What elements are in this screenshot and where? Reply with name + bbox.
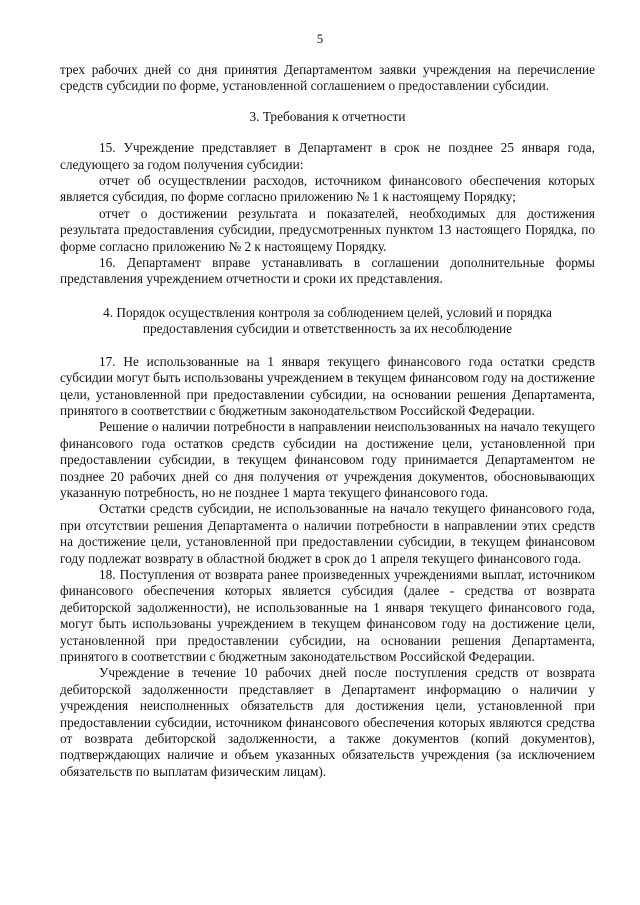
paragraph-18: 18. Поступления от возврата ранее произведенных учреждениями выплат, источником финансового обеспечения которых является субсидия (далее - средства от возврата дебиторской задолженности), не использованные на 1 января текущего финансового года, могут быть использованы учреждением в текущем финансовом году на достижение цели, установленной при предоставлении субсидии, на основании решения Департамента, принятого в соответствии с бюджетным законодательством Российской Федерации.: [60, 566, 595, 664]
page-number: 5: [316, 31, 324, 46]
paragraph-18-info: Учреждение в течение 10 рабочих дней после поступления средств от возврата дебиторской задолженности представляет в Департамент информацию о наличии у учреждения неисполненных обязательств для достижения цели, установленной при предоставлении субсидии, источником финансового обеспечения которых являются средства от возврата дебиторской задолженности, а также документов (копий документов), подтверждающих наличие и объем указанных обязательств учреждения (за исключением обязательств по выплатам физическим лицам).: [60, 665, 595, 779]
section-4-heading: 4. Порядок осуществления контроля за соблюдением целей, условий и порядка предоставления субсидии и ответственность за их несоблюдение: [103, 304, 552, 337]
paragraph-15: 15. Учреждение представляет в Департамент в срок не позднее 25 января года, следующего за годом получения субсидии:: [60, 140, 595, 172]
section-3-heading: 3. Требования к отчетности: [249, 108, 406, 124]
paragraph-17-decision: Решение о наличии потребности в направлении неиспользованных на начало текущего финансового года остатков средств субсидии на достижение цели, установленной при предоставлении субсидии, в текущем финансовом году принимается Департаментом не позднее 20 рабочих дней со дня получения от учреждения документов, обосновывающих указанную потребность, но не позднее 1 марта текущего финансового года.: [60, 419, 595, 500]
document-body: [60, 62, 595, 780]
paragraph-16: 16. Департамент вправе устанавливать в соглашении дополнительные формы представления учреждением отчетности и сроки их представления.: [60, 255, 595, 287]
paragraph-17: 17. Не использованные на 1 января текущего финансового года остатки средств субсидии могут быть использованы учреждением в текущем финансовом году на достижение цели, установленной при предоставлении субсидии, на основании решения Департамента, принятого в соответствии с бюджетным законодательством Российской Федерации.: [60, 353, 595, 418]
paragraph-15-item-1: отчет об осуществлении расходов, источником финансового обеспечения которых является субсидия, по форме согласно приложению № 1 к настоящему Порядку;: [60, 173, 595, 205]
paragraph-15-item-2: отчет о достижении результата и показателей, необходимых для достижения результата предоставления субсидии, предусмотренных пунктом 13 настоящего Порядка, по форме согласно приложению № 2 к настоящему Порядку.: [60, 205, 595, 254]
paragraph-17-return: Остатки средств субсидии, не использованные на начало текущего финансового года, при отсутствии решения Департамента о наличии потребности в направлении этих средств на достижение цели, установленной при предоставлении субсидии, в текущем финансовом году подлежат возврату в областной бюджет в срок до 1 апреля текущего финансового года.: [60, 501, 595, 566]
intro-paragraph: трех рабочих дней со дня принятия Департаментом заявки учреждения на перечисление средств субсидии по форме, установленной соглашением о предоставлении субсидии.: [60, 62, 595, 94]
